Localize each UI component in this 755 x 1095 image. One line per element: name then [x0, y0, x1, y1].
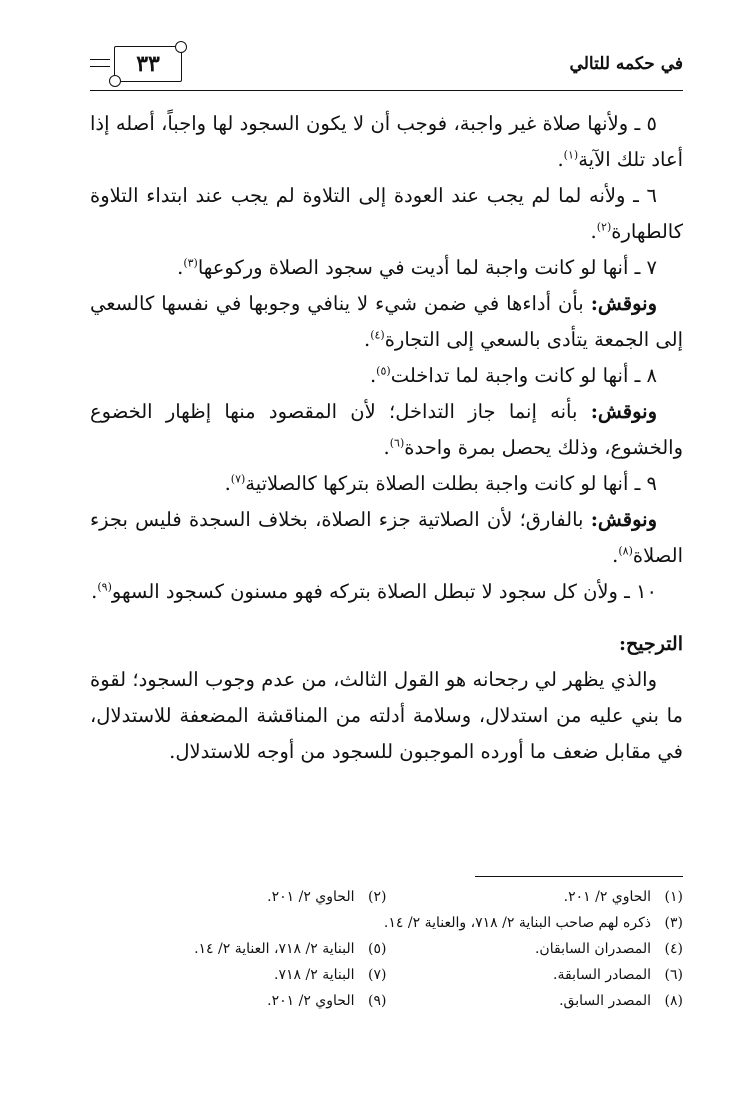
paragraph-6: ٦ ـ ولأنه لما لم يجب عند العودة إلى التلاوة لم يجب عند ابتداء التلاوة كالطهارة$^{(٢)}$. — [90, 184, 683, 243]
footnote-7: (٧)البناية ٢/ ٧١٨. — [274, 967, 387, 983]
footnote-ref-4: (٤) — [370, 328, 385, 342]
footnote-9: (٩)الحاوي ٢/ ٢٠١. — [267, 993, 387, 1009]
paragraph-5: ٥ ـ ولأنها صلاة غير واجبة، فوجب أن لا يكون السجود لها واجباً، أصله إذا أعاد تلك الآية$^{(١)}$. — [90, 112, 683, 171]
running-title: في حكمه للتالي — [569, 54, 683, 74]
objection-2: ونوقش: بأنه إنما جاز التداخل؛ لأن المقصود منها إظهار الخضوع والخشوع، وذلك يحصل بمرة واحدة$^{(٦)}$. — [90, 400, 683, 459]
objection-3: ونوقش: بالفارق؛ لأن الصلاتية جزء الصلاة، بخلاف السجدة فليس بجزء الصلاة$^{(٨)}$. — [90, 508, 683, 567]
footnote-3: (٣)ذكره لهم صاحب البناية ٢/ ٧١٨، والعناية ٢/ ١٤. — [383, 915, 683, 931]
footnote-ref-3: (٣) — [183, 256, 198, 270]
section-heading: الترجيح: — [618, 633, 683, 655]
footnote-6: (٦)المصادر السابقة. — [553, 967, 683, 983]
main-text — [90, 106, 683, 770]
footnote-ref-2: (٢) — [596, 220, 612, 234]
objection-label: ونوقش: — [590, 400, 657, 423]
footnote-ref-5: (٥) — [376, 364, 391, 378]
footnote-2: (٢)الحاوي ٢/ ٢٠١. — [267, 889, 387, 905]
footnote-1: (١)الحاوي ٢/ ٢٠١. — [563, 889, 683, 905]
paragraph-10: ١٠ ـ ولأن كل سجود لا تبطل الصلاة بتركه فهو مسنون كسجود السهو$^{(٩)}$. — [91, 580, 657, 603]
paragraph-9: ٩ ـ أنها لو كانت واجبة بطلت الصلاة بتركها كالصلاتية$^{(٧)}$. — [224, 472, 657, 495]
objection-label: ونوقش: — [590, 292, 657, 315]
footnote-ref-1: (١) — [563, 148, 579, 162]
paragraph-7: ٧ ـ أنها لو كانت واجبة لما أديت في سجود الصلاة وركوعها$^{(٣)}$. — [177, 256, 657, 279]
header-ornament-line — [90, 59, 110, 67]
objection-1: ونوقش: بأن أداءها في ضمن شيء لا ينافي وجوبها في نفسها كالسعي إلى الجمعة يتأدى بالسعي إلى التجارة$^{(٤)}$. — [90, 292, 683, 351]
header-rule — [90, 90, 683, 91]
footnote-separator — [475, 876, 683, 877]
paragraph-8: ٨ ـ أنها لو كانت واجبة لما تداخلت$^{(٥)}$. — [369, 364, 657, 387]
footnote-ref-9: (٩) — [97, 580, 112, 594]
footnote-ref-7: (٧) — [230, 472, 246, 486]
page-number: ٣٣ — [136, 51, 160, 77]
objection-label: ونوقش: — [590, 508, 657, 531]
footnotes — [90, 884, 683, 1014]
footnote-5: (٥)البناية ٢/ ٧١٨، العناية ٢/ ١٤. — [194, 941, 387, 957]
footnote-4: (٤)المصدران السابقان. — [534, 941, 683, 957]
footnote-ref-6: (٦) — [389, 436, 405, 450]
page-header — [90, 46, 683, 92]
footnote-ref-8: (٨) — [618, 544, 633, 558]
page-number-frame — [114, 46, 182, 82]
footnote-8: (٨)المصدر السابق. — [559, 993, 683, 1009]
conclusion-paragraph: والذي يظهر لي رجحانه هو القول الثالث، من عدم وجوب السجود؛ لقوة ما بني عليه من استدلال، وسلامة أدلته من المناقشة المضعفة للاستدلال، في مقابل ضعف ما أورده الموجبون للسجود من أوجه للاستدلال. — [90, 668, 683, 763]
